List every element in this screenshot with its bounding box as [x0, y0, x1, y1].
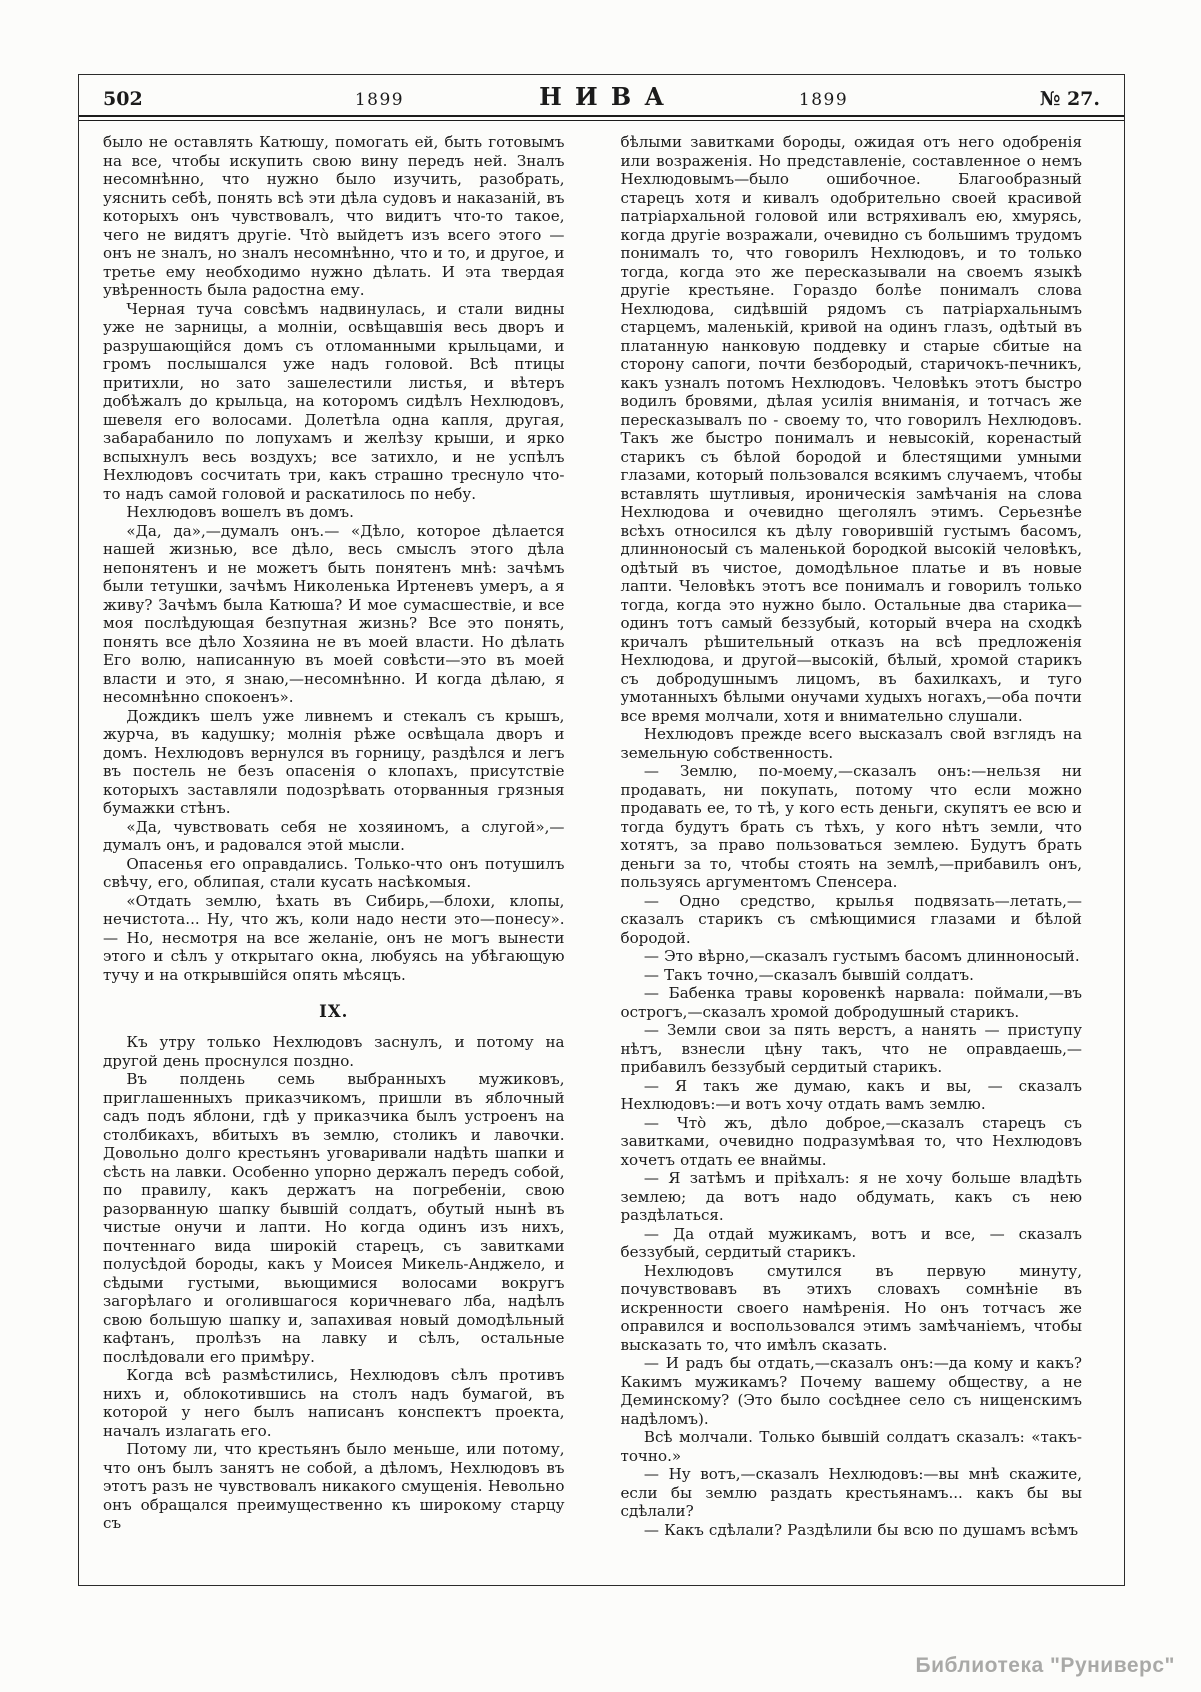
paragraph: Нехлюдовъ вошелъ въ домъ.	[126, 503, 354, 521]
paragraph: бѣлыми завитками бороды, ожидая отъ него одобренія или возраженія. Но представленіе, составленное о немъ Нехлюдовымъ—было ошибочное. Благообразный старецъ хотя и кивалъ одобрительно своей красивой патріархальной головой или встряхивалъ ею, хмурясь, когда другіе возражали, очевидно съ большимъ трудомъ понималъ то, что говорилъ Нехлюдовъ, и то только тогда, когда это же пересказывали на своемъ языкѣ другіе крестьяне. Гораздо болѣе понималъ слова Нехлюдова, сидѣвшій рядомъ съ патріархальнымъ старцемъ, маленькій, кривой на одинъ глазъ, одѣтый въ платанную нанковую поддевку и старые сбитые на сторону сапоги, почти безбородый, старичокъ-печникъ, какъ узналъ потомъ Нехлюдовъ. Человѣкъ этотъ быстро водилъ бровями, дѣлая усилія вниманія, и тотчасъ же пересказывалъ по - своему то, что говорилъ Нехлюдовъ. Такъ же быстро понималъ и невысокій, коренастый старикъ съ бѣлой бородой и блестящими умными глазами, который пользовался всякимъ случаемъ, чтобы вставлять шутливыя, ироническія замѣчанія на слова Нехлюдова и очевидно щеголялъ этимъ. Серьезнѣе всѣхъ относился къ дѣлу говорившій густымъ басомъ, длинноносый съ маленькой бородкой высокій человѣкъ, одѣтый въ чистое, домодѣльное платье и въ новые лапти. Человѣкъ этотъ все понималъ и говорилъ только тогда, когда это нужно было. Остальные два старика—одинъ тотъ самый беззубый, который вчера на сходкѣ кричалъ рѣшительный отказъ на всѣ предложенія Нехлюдова, и другой—высокій, бѣлый, хромой старикъ съ добродушнымъ лицомъ, въ бахилкахъ, и туго умотанныхъ бѣлыми онучами худыхъ ногахъ,—оба почти все время молчали, хотя и внимательно слушали.	[620, 133, 1082, 725]
watermark: Библиотека "Руниверс"	[915, 1654, 1175, 1677]
journal-title: НИВА	[539, 82, 678, 111]
paragraph: — Земли свои за пять верстъ, а нанять — приступу нѣтъ, взнесли цѣну такъ, что не оправдаешь,—прибавилъ беззубый сердитый старикъ.	[620, 1021, 1082, 1076]
paragraph: — Бабенка травы коровенкѣ нарвала: поймали,—въ острогъ,—сказалъ хромой добродушный старикъ.	[620, 984, 1082, 1021]
paragraph: — Какъ сдѣлали? Раздѣлили бы всю по душамъ всѣмъ	[643, 1520, 1079, 1539]
paragraph: было не оставлять Катюшу, помогать ей, быть готовымъ на все, чтобы искупить свою вину передъ ней. Зналъ несомнѣнно, что нужно было изучить, разобрать, уяснить себѣ, понять всѣ эти дѣла судовъ и наказаній, въ которыхъ онъ чувствовалъ, что видитъ что-то такое, чего не видятъ другіе. Что̀ выйдетъ изъ всего этого — онъ не зналъ, но зналъ несомнѣнно, что и то, и другое, и третье ему необходимо нужно дѣлать. И эта твердая увѣренность была радостна ему.	[103, 133, 565, 299]
year-right: 1899	[798, 90, 849, 110]
left-column	[103, 133, 565, 1539]
paragraph: — И радъ бы отдать,—сказалъ онъ:—да кому и какъ? Какимъ мужикамъ? Почему вашему обществу, а не Деминскому? (Это было сосѣднее село съ нищенскимъ надѣломъ).	[620, 1354, 1082, 1428]
paragraph: Въ полдень семь выбранныхъ мужиковъ, приглашенныхъ приказчикомъ, пришли въ яблочный садъ подъ яблони, гдѣ у приказчика былъ устроенъ на столбикахъ, вбитыхъ въ землю, столикъ и лавочки. Довольно долго крестьянъ уговаривали надѣть шапки и сѣсть на лавки. Особенно упорно держалъ передъ собой, по правилу, какъ держатъ на погребеніи, свою разорванную шапку бывшій солдатъ, обутый нынѣ въ чистые онучи и лапти. Но когда одинъ изъ нихъ, почтеннаго вида широкій старецъ, съ завитками полусѣдой бороды, какъ у Моисея Микель-Анджело, и сѣдыми густыми, вьющимися волосами вокругъ загорѣлаго и оголившагося коричневаго лба, надѣлъ свою большую шапку и, запахивая новый домодѣльный кафтанъ, пролѣзъ на лавку и сѣлъ, остальные послѣдовали его примѣру.	[103, 1070, 565, 1366]
paragraph: — Землю, по-моему,—сказалъ онъ:—нельзя ни продавать, ни покупать, потому что если можно продавать ее, то тѣ, у кого есть деньги, скупятъ ее всю и тогда будутъ брать съ тѣхъ, у кого нѣтъ земли, что хотятъ, за право пользоваться землею. Будутъ брать деньги за то, чтобы стоять на землѣ,—прибавилъ онъ, пользуясь аргументомъ Спенсера.	[620, 762, 1082, 891]
paragraph: Опасенья его оправдались. Только-что онъ потушилъ свѣчу, его, облипая, стали кусать насѣкомыя.	[103, 854, 565, 891]
issue-number: № 27.	[1039, 88, 1101, 110]
paragraph: «Да, чувствовать себя не хозяиномъ, а слугой»,—думалъ онъ, и радовался этой мысли.	[103, 817, 565, 854]
paragraph: — Такъ точно,—сказалъ бывшій солдатъ.	[643, 965, 974, 984]
paragraph: «Отдать землю, ѣхать въ Сибирь,—блохи, клопы, нечистота... Ну, что жъ, коли надо нести это—понесу».— Но, несмотря на все желаніе, онъ не могъ вынести этого и сѣлъ у открытаго окна, любуясь на убѣгающую тучу и на открывшійся опять мѣсяцъ.	[103, 891, 565, 984]
paragraph: — Это вѣрно,—сказалъ густымъ басомъ длинноносый.	[643, 947, 1080, 965]
paragraph: Дождикъ шелъ уже ливнемъ и стекалъ съ крышъ, журча, въ кадушку; молнія рѣже освѣщала дворъ и домъ. Нехлюдовъ вернулся въ горницу, раздѣлся и легъ въ постель не безъ опасенія о клопахъ, присутствіе которыхъ заставляли подозрѣвать оторванныя грязныя бумажки стѣнъ.	[103, 706, 565, 817]
paragraph: Потому ли, что крестьянъ было меньше, или потому, что онъ былъ занятъ не собой, а дѣломъ, Нехлюдовъ въ этотъ разъ не чувствовалъ никакого смущенія. Невольно онъ обращался преимущественно къ широкому старцу съ	[103, 1440, 565, 1532]
page-number: 502	[103, 88, 143, 110]
paragraph: — Да отдай мужикамъ, вотъ и все, — сказалъ беззубый, сердитый старикъ.	[620, 1224, 1082, 1261]
paragraph: — Одно средство, крылья подвязать—летать,—сказалъ старикъ съ смѣющимися глазами и бѣлой бородой.	[620, 891, 1082, 947]
paragraph: Всѣ молчали. Только бывшій солдатъ сказалъ: «такъ-точно.»	[620, 1428, 1082, 1465]
paragraph: Черная туча совсѣмъ надвинулась, и стали видны уже не зарницы, а молніи, освѣщавшія весь дворъ и разрушающійся домъ съ отломанными крыльцами, и громъ послышался уже надъ головой. Всѣ птицы притихли, но зато зашелестили листья, и вѣтеръ добѣжалъ до крыльца, на которомъ сидѣлъ Нехлюдовъ, шевеля его волосами. Долетѣла одна капля, другая, забарабанило по лопухамъ и желѣзу крыши, и ярко вспыхнулъ весь воздухъ; все затихло, и не успѣлъ Нехлюдовъ сосчитать три, какъ страшно треснуло что-то надъ самой головой и раскатилось по небу.	[103, 299, 565, 503]
text-columns	[79, 121, 1124, 1539]
paragraph: Нехлюдовъ смутился въ первую минуту, почувствовавъ въ этихъ словахъ сомнѣніе въ искренности своего намѣренія. Но онъ тотчасъ же оправился и воспользовался этимъ замѣчаніемъ, чтобы высказать то, что имѣлъ сказать.	[620, 1261, 1082, 1354]
page-header	[79, 75, 1124, 115]
paragraph: Когда всѣ размѣстились, Нехлюдовъ сѣлъ противъ нихъ и, облокотившись на столъ надъ бумагой, въ которой у него былъ написанъ конспектъ проекта, началъ излагать его.	[103, 1366, 565, 1440]
paragraph: Нехлюдовъ прежде всего высказалъ свой взглядъ на земельную собственность.	[620, 725, 1082, 762]
paragraph: «Да, да»,—думалъ онъ.— «Дѣло, которое дѣлается нашей жизнью, все дѣло, весь смыслъ этого дѣла непонятенъ и не можетъ быть понятенъ мнѣ: зачѣмъ были тетушки, зачѣмъ Николенька Иртеневъ умеръ, а я живу? Зачѣмъ была Катюша? И мое сумасшествіе, и все моя послѣдующая безпутная жизнь? Все это понять, понять все дѣло Хозяина не въ моей власти. Но дѣлать Его волю, написанную въ моей совѣсти—это въ моей власти и это, я знаю,—несомнѣнно. И когда дѣлаю, я несомнѣнно спокоенъ».	[103, 521, 565, 706]
paragraph: — Что̀ жъ, дѣло доброе,—сказалъ старецъ съ завитками, очевидно подразумѣвая то, что Нехлюдовъ хочетъ отдать ее внаймы.	[620, 1113, 1082, 1169]
paragraph: Къ утру только Нехлюдовъ заснулъ, и потому на другой день проснулся поздно.	[103, 1033, 565, 1070]
right-column	[621, 133, 1083, 1539]
year-left: 1899	[354, 90, 405, 110]
page-frame	[78, 74, 1125, 1586]
paragraph: — Я затѣмъ и пріѣхалъ: я не хочу больше владѣть землею; да вотъ надо обдумать, какъ съ нею раздѣлаться.	[620, 1169, 1082, 1224]
chapter-heading: IX.	[319, 1002, 349, 1021]
paragraph: — Я такъ же думаю, какъ и вы, — сказалъ Нехлюдовъ:—и вотъ хочу отдать вамъ землю.	[620, 1076, 1082, 1113]
paragraph: — Ну вотъ,—сказалъ Нехлюдовъ:—вы мнѣ скажите, если бы землю раздать крестьянамъ... какъ бы вы сдѣлали?	[620, 1465, 1082, 1520]
